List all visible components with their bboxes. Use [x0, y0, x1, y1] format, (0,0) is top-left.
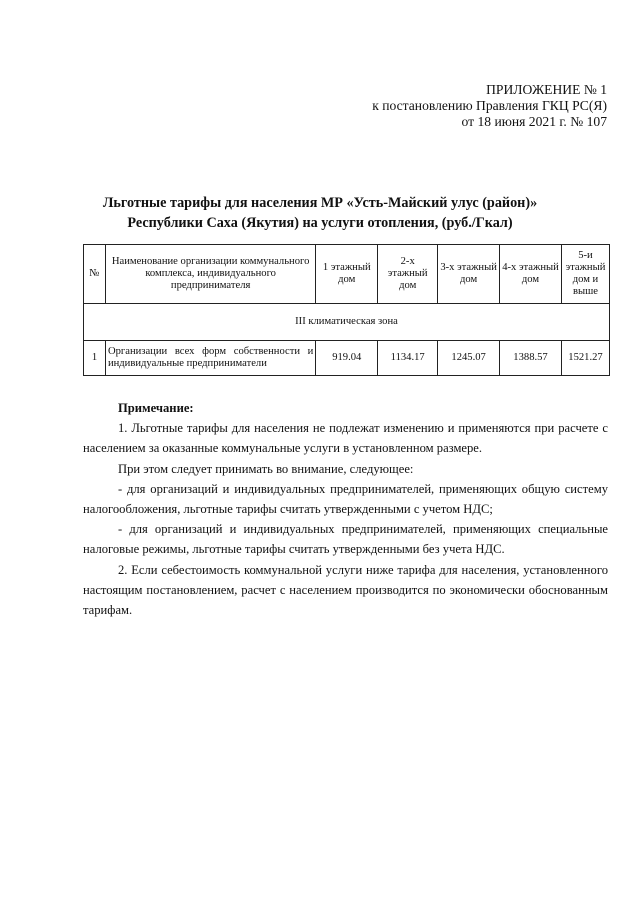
- header-5-floor: 5-и этажный дом и выше: [561, 245, 609, 304]
- climate-zone: III климатическая зона: [84, 304, 610, 341]
- header-org: Наименование организации коммунального комплекса, индивидуального предпринимателя: [105, 245, 315, 304]
- header-num: №: [84, 245, 106, 304]
- note-paragraph-5: 2. Если себестоимость коммунальной услуги ниже тарифа для населения, установленного настоящим постановлением, расчет с населением производится по экономически обоснованным тарифам.: [83, 562, 608, 618]
- notes-heading: Примечание:: [118, 401, 194, 415]
- table-row: [84, 341, 610, 376]
- header-4-floor: 4-х этажный дом: [500, 245, 562, 304]
- note-paragraph-3: - для организаций и индивидуальных предпринимателей, применяющих общую систему налогообложения, льготные тарифы считать утвержденными с учетом НДС;: [83, 481, 608, 517]
- title-line-2: Республики Саха (Якутия) на услуги отопления, (руб./Гкал): [127, 215, 513, 231]
- header-1-floor: 1 этажный дом: [316, 245, 378, 304]
- row-org: Организации всех форм собственности и индивидуальные предприниматели: [105, 341, 315, 376]
- title-line-1: Льготные тарифы для населения МР «Усть-Майский улус (район)»: [102, 195, 538, 211]
- notes-section: [83, 398, 608, 620]
- appendix-number: ПРИЛОЖЕНИЕ № 1: [486, 82, 607, 97]
- row-value-3-floor: 1245.07: [438, 341, 500, 376]
- header-2-floor: 2-х этажный дом: [378, 245, 438, 304]
- appendix-header: [372, 82, 607, 130]
- row-value-5-floor: 1521.27: [561, 341, 609, 376]
- row-value-1-floor: 919.04: [316, 341, 378, 376]
- row-value-2-floor: 1134.17: [378, 341, 438, 376]
- appendix-date: от 18 июня 2021 г. № 107: [461, 114, 607, 129]
- note-paragraph-2: При этом следует принимать во внимание, следующее:: [118, 461, 414, 476]
- appendix-resolution: к постановлению Правления ГКЦ РС(Я): [372, 98, 607, 113]
- table-header-row: [84, 245, 610, 304]
- row-num: 1: [84, 341, 106, 376]
- tariff-table: [83, 244, 610, 376]
- climate-zone-row: [84, 304, 610, 341]
- note-paragraph-1: 1. Льготные тарифы для населения не подлежат изменению и применяются при расчете с населением за оказанные коммунальные услуги в установленном размере.: [83, 421, 608, 456]
- document-title: [0, 193, 640, 233]
- row-value-4-floor: 1388.57: [500, 341, 562, 376]
- header-3-floor: 3-х этажный дом: [438, 245, 500, 304]
- note-paragraph-4: - для организаций и индивидуальных предпринимателей, применяющих специальные налоговые режимы, льготные тарифы считать утвержденными без учета НДС.: [83, 522, 608, 557]
